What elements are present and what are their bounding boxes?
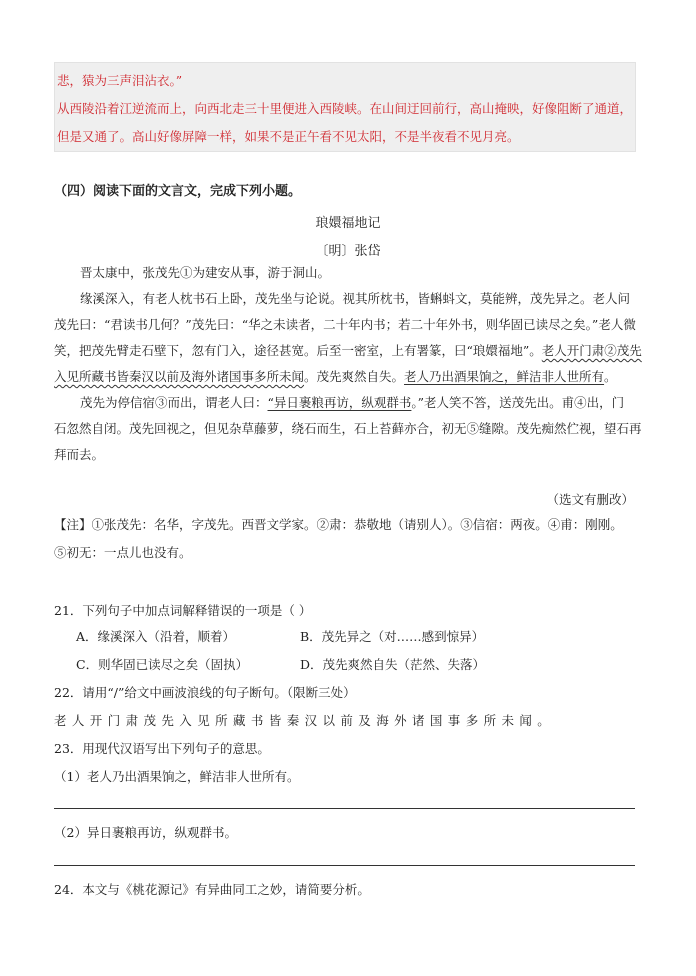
source-note: （选文有删改）: [546, 492, 634, 507]
section-heading: （四）阅读下面的文言文，完成下列小题。: [54, 184, 302, 199]
footnote-line-2: ⑤初无：一点儿也没有。: [54, 545, 192, 560]
underlined-sentence-2: “异日裹粮再访，纵观群书: [267, 395, 412, 410]
question-23-stem: 23．用现代汉语写出下列句子的意思。: [54, 741, 270, 756]
answer-line-1: 悲，猿为三声泪沾衣。”: [57, 73, 183, 88]
passage-line: 茂先曰：“君读书几何？”茂先曰：“华之未读者，二十年内书；若二十年外书，则华固已读尽之矣。”老人微: [54, 317, 636, 332]
answer-line[interactable]: [54, 865, 635, 866]
underlined-sentence-1: 老人乃出酒果饷之，鲜洁非人世所有: [404, 369, 605, 384]
passage-para-1: 晋太康中，张茂先①为建安从事，游于洞山。: [80, 265, 331, 280]
question-23-item-2: （2）异日裹粮再访，纵观群书。: [54, 825, 237, 840]
passage-text: 。”老人笑不答，送茂先出。甫④出，门: [411, 395, 625, 410]
passage-text: 。: [604, 369, 617, 384]
passage-body: [54, 260, 642, 468]
passage-author: 〔明〕张岱: [315, 244, 381, 259]
question-21-stem: 21．下列句子中加点词解释错误的一项是（ ）: [54, 603, 312, 618]
answer-line-3: 但是又通了。高山好像屏障一样，如果不是正午看不见太阳，不是半夜看不见月亮。: [57, 129, 520, 144]
passage-text: 。茂先爽然自失。: [304, 369, 405, 384]
question-24-stem: 24．本文与《桃花源记》有异曲同工之妙，请简要分析。: [54, 882, 370, 897]
question-21-option-b[interactable]: B．茂先异之（对……感到惊异）: [300, 629, 485, 644]
question-21-option-d[interactable]: D．茂先爽然自失（茫然、失落）: [300, 657, 486, 672]
passage-text: 笑，把茂先臂走石壁下，忽有门入，途径甚宽。后至一密室，上有署篆，曰“琅嬛福地”。: [54, 343, 542, 358]
passage-line: 拜而去。: [54, 447, 105, 462]
footnote-line-1: 【注】①张茂先：名华，字茂先。西晋文学家。②肃：恭敬地（请别人）。③信宿：两夜。④甫：刚刚。: [54, 517, 623, 532]
passage-line: [54, 338, 642, 364]
question-21-option-a[interactable]: A．缘溪深入（沿着，顺着）: [76, 629, 236, 644]
wavy-underlined-sentence: 入见所藏书皆秦汉以前及海外诸国事多所未闻: [54, 369, 305, 384]
wavy-underlined-sentence: 老人开门肃②茂先: [541, 343, 642, 358]
passage-line: [54, 364, 635, 390]
passage-text: 茂先为停信宿③而出，谓老人曰：: [80, 395, 268, 410]
answer-line[interactable]: [54, 808, 635, 809]
passage-line: [54, 390, 635, 416]
answer-explanation-box: [54, 62, 636, 152]
passage-line: 缘溪深入，有老人枕书石上卧，茂先坐与论说。视其所枕书，皆蝌蚪文，莫能辨，茂先异之。老人问: [80, 291, 631, 306]
passage-line: 石忽然自闭。茂先回视之，但见杂草藤萝，绕石而生，石上苔藓亦合，初无⑤缝隙。茂先痴然伫视，望石再: [54, 421, 642, 436]
question-23-item-1: （1）老人乃出酒果饷之，鲜洁非人世所有。: [54, 769, 300, 784]
answer-line-2: 从西陵沿着江逆流而上，向西北走三十里便进入西陵峡。在山间迂回前行，高山掩映，好像阻断了通道，: [57, 101, 633, 116]
question-22-sentence: 老人开门肃茂先入见所藏书皆秦汉以前及海外诸国事多所未闻。: [54, 713, 556, 728]
question-22-stem: 22．请用“/”给文中画波浪线的句子断句。（限断三处）: [54, 685, 356, 700]
passage-title: 琅嬛福地记: [315, 216, 381, 231]
question-21-option-c[interactable]: C．则华固已读尽之矣（固执）: [76, 657, 249, 672]
